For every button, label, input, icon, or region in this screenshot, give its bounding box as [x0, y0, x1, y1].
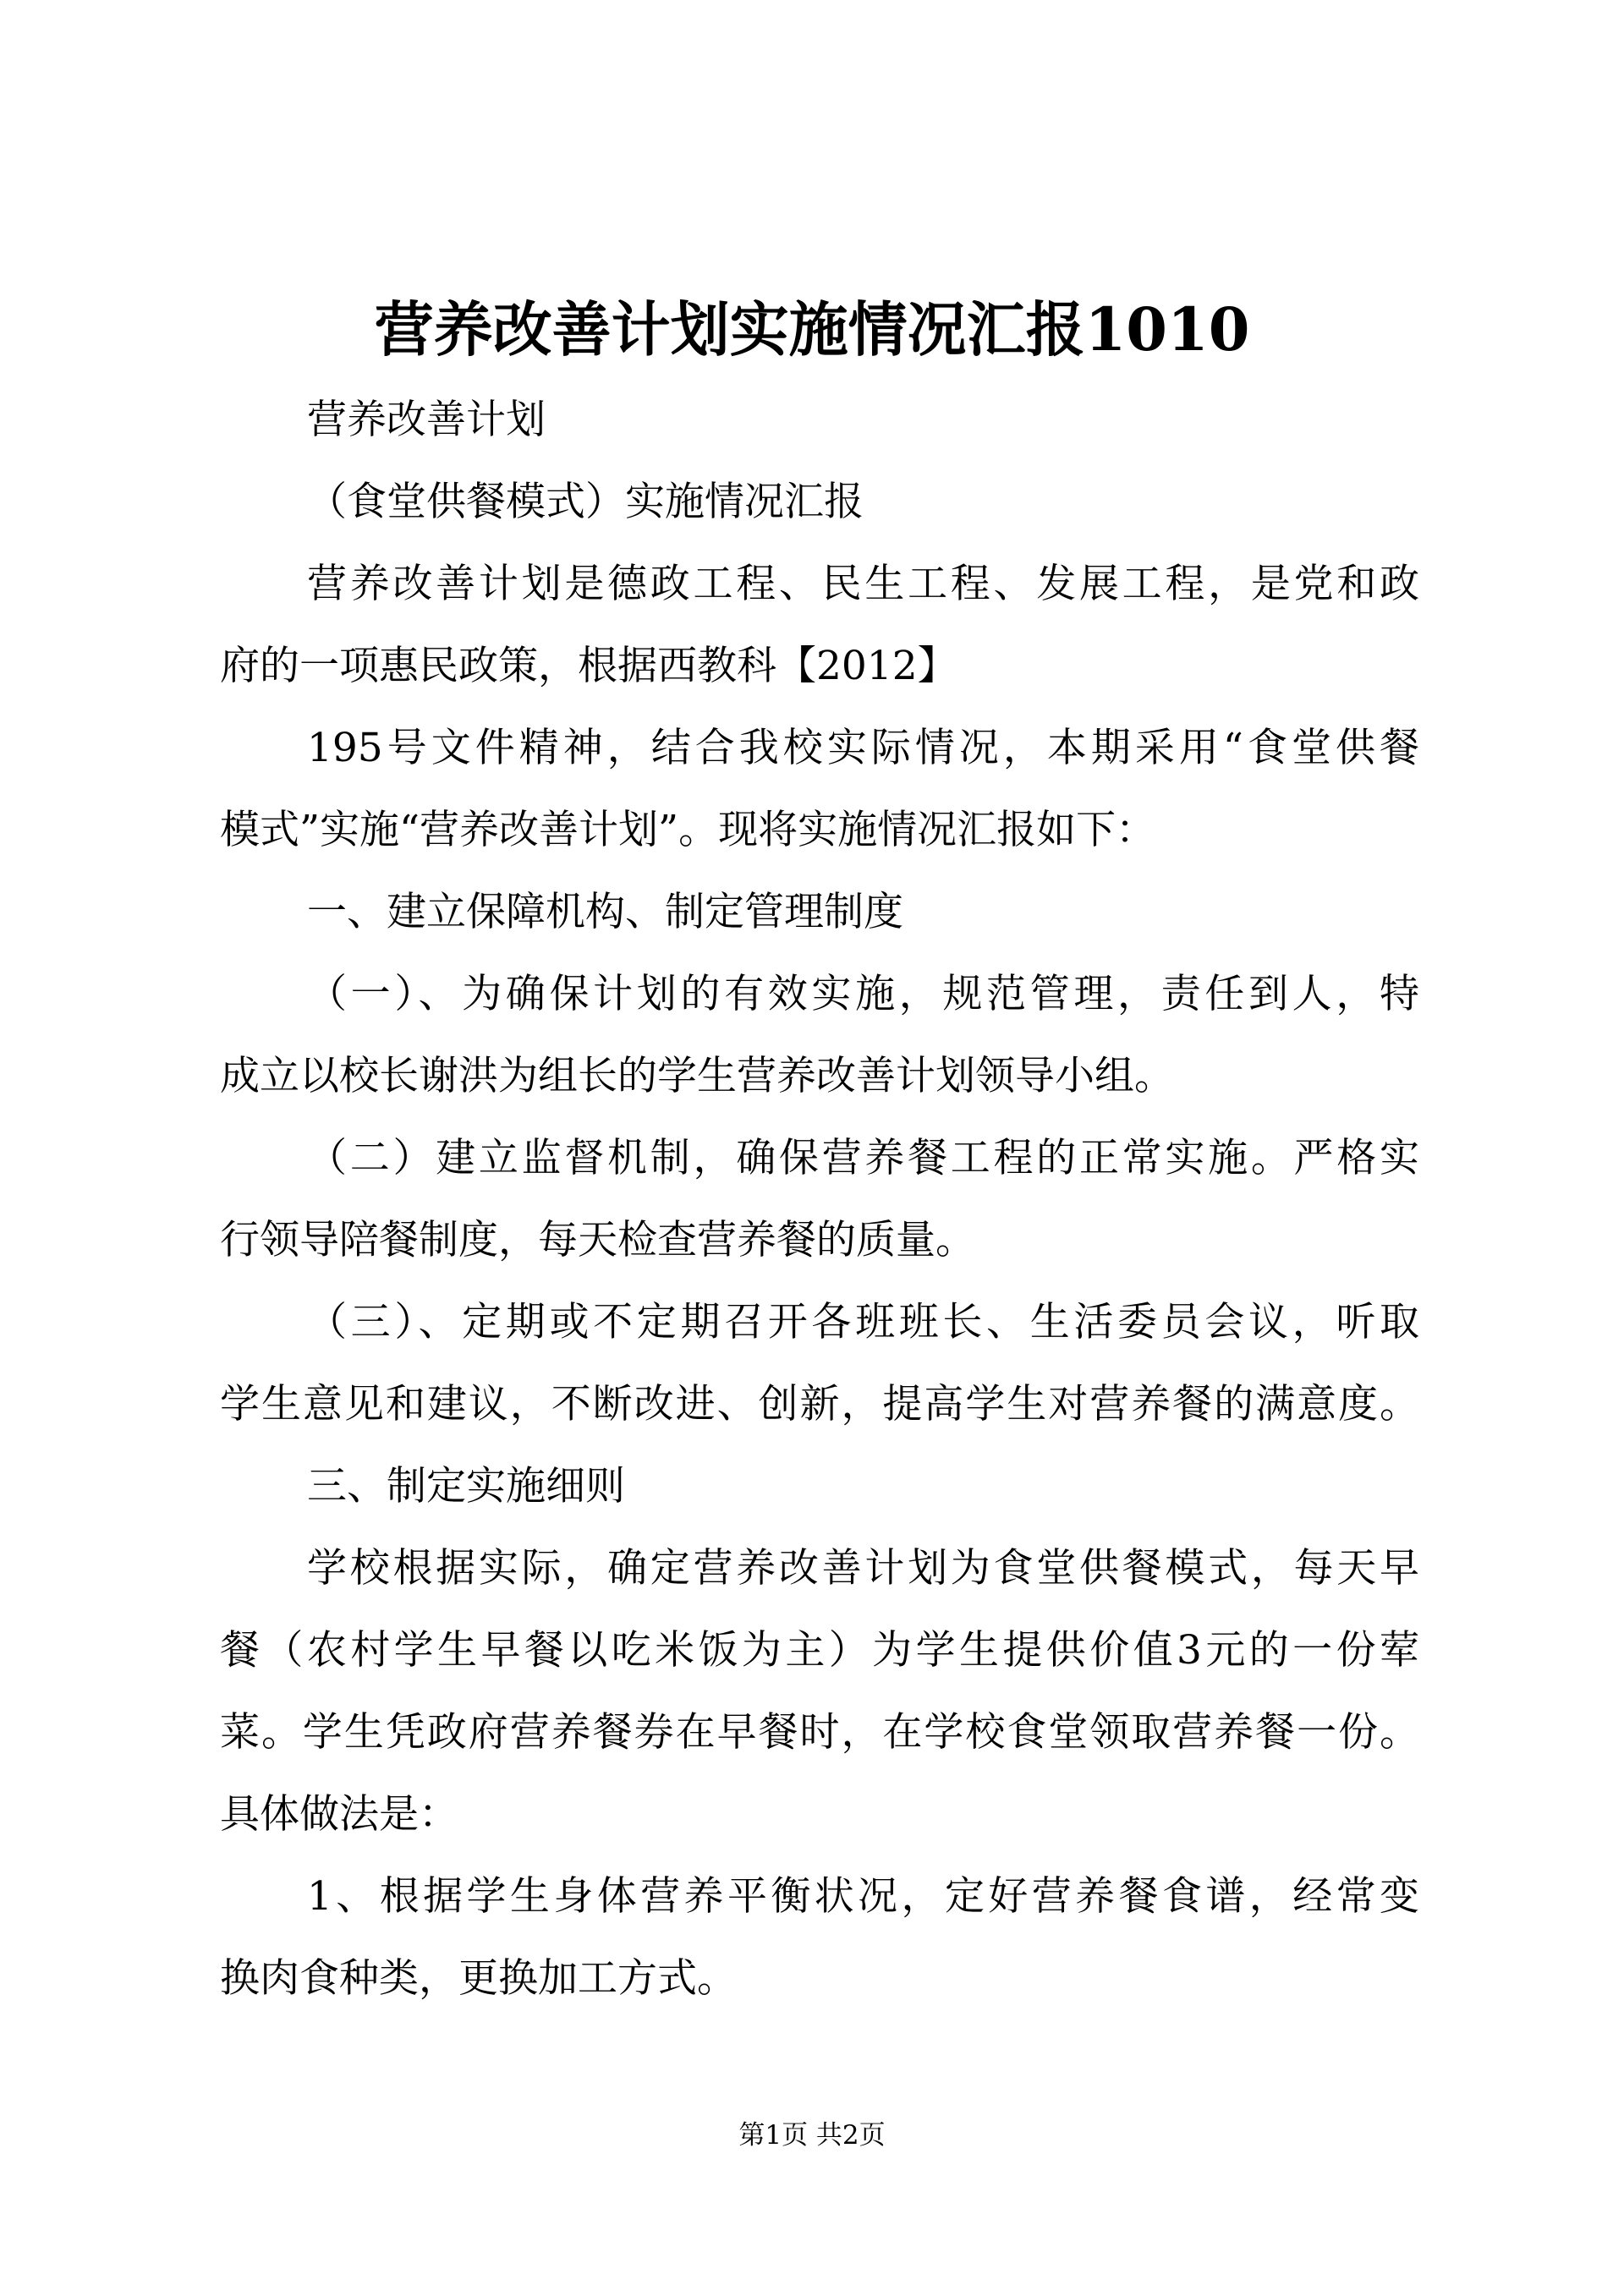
text-line: 195号文件精神，结合我校实际情况，本期采用“食堂供餐	[307, 725, 1419, 771]
text-line: 模式”实施“营养改善计划”。现将实施情况汇报如下：	[220, 807, 1156, 853]
text-line: 具体做法是：	[220, 1791, 458, 1838]
page-footer: 第1页 共2页	[738, 2120, 886, 2151]
text-line: 三、制定实施细则	[307, 1463, 625, 1510]
text-line: （三）、定期或不定期召开各班班长、生活委员会议，听取	[307, 1299, 1419, 1345]
text-line: 学校根据实际，确定营养改善计划为食堂供餐模式，每天早	[307, 1545, 1419, 1592]
text-line: 一、建立保障机构、制定管理制度	[307, 889, 903, 935]
document-title: 营养改善计划实施情况汇报1010	[374, 294, 1250, 364]
text-line: 餐（农村学生早餐以吃米饭为主）为学生提供价值3元的一份荤	[220, 1627, 1419, 1674]
text-line: 成立以校长谢洪为组长的学生营养改善计划领导小组。	[220, 1053, 1174, 1099]
text-line: 菜。学生凭政府营养餐券在早餐时，在学校食堂领取营养餐一份。	[220, 1709, 1419, 1756]
text-line: 学生意见和建议，不断改进、创新，提高学生对营养餐的满意度。	[220, 1381, 1419, 1427]
text-line: 营养改善计划	[307, 397, 546, 443]
text-line: （一）、为确保计划的有效实施，规范管理，责任到人，特	[307, 971, 1419, 1017]
text-line: （食堂供餐模式）实施情况汇报	[307, 479, 864, 525]
text-line: （二）建立监督机制，确保营养餐工程的正常实施。严格实	[307, 1135, 1419, 1181]
text-line: 行领导陪餐制度，每天检查营养餐的质量。	[220, 1217, 975, 1263]
text-line: 换肉食种类，更换加工方式。	[220, 1955, 737, 2002]
text-line: 1、根据学生身体营养平衡状况，定好营养餐食谱，经常变	[307, 1873, 1419, 1920]
text-line: 营养改善计划是德政工程、民生工程、发展工程，是党和政	[307, 561, 1419, 607]
text-line: 府的一项惠民政策，根据西教科【2012】	[220, 643, 957, 689]
